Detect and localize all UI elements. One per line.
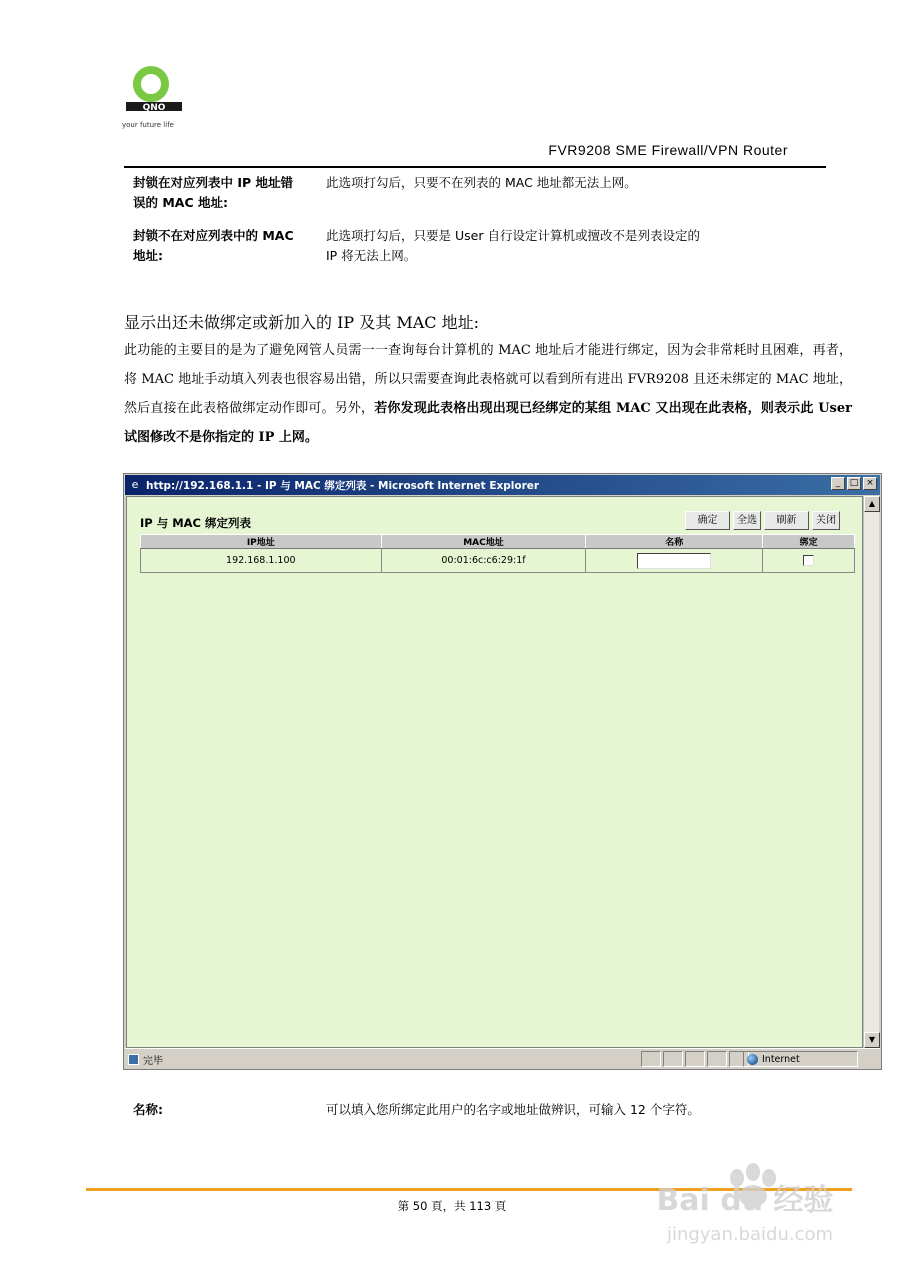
definition-term: 封锁不在对应列表中的 MAC 地址: [133,228,294,263]
svg-text:Bai du 经验: Bai du 经验 [656,1183,834,1218]
panel-title: IP 与 MAC 绑定列表 [140,516,252,530]
close-panel-button[interactable]: 关闭 [812,511,840,530]
baidu-watermark [645,1160,855,1250]
page-number: 第 50 頁，共 113 頁 [397,1199,507,1213]
action-buttons [685,511,840,530]
header-name: 名称 [586,535,763,549]
header-divider [124,166,826,168]
page-content [126,496,863,1048]
browser-window [123,473,882,1070]
status-bar [125,1048,880,1068]
cell-mac: 00:01:6c:c6:29:1f [381,549,586,573]
cell-ip: 192.168.1.100 [141,549,382,573]
logo-tagline: your future life [122,121,174,129]
cell-name [586,549,763,573]
zone-label: Internet [762,1053,800,1065]
status-cell [663,1051,683,1067]
window-title: http://192.168.1.1 - IP 与 MAC 绑定列表 - Microsoft Internet Explorer [146,479,540,492]
name-input[interactable] [637,553,711,569]
page-done-icon [128,1054,139,1065]
status-left [128,1052,163,1067]
section-body: 此功能的主要目的是为了避免网管人员需一一查询每台计算机的 MAC 地址后才能进行绑定，因为会非常耗时且困难，再者，将 MAC 地址手动填入列表也很容易出错，所以只需要查询此表格就可以看到所有进出 FVR9208 且还未绑定的 MAC 地址，然后直接在此表格做绑定动作即可。另外，若你发现此表格出现出现已经绑定的某组 MAC 又出现在此表格，则表示此 User 试图修改不是你指定的 IP 上网。 [124,343,852,445]
bind-checkbox[interactable] [803,555,814,566]
svg-text:QNO: QNO [142,103,166,113]
definition-row-not-in-list [133,226,803,266]
ie-icon: e [131,478,139,491]
definition-row-wrong-ip [133,173,803,213]
maximize-button[interactable]: □ [847,477,861,490]
window-titlebar[interactable] [125,475,880,495]
status-cell [685,1051,705,1067]
close-button[interactable]: × [863,477,877,490]
section-heading: 显示出还未做绑定或新加入的 IP 及其 MAC 地址: [124,313,480,332]
definition-desc: 此选项打勾后，只要是 User 自行设定计算机或擅改不是列表设定的 IP 将无法上网。 [326,228,700,263]
globe-icon [747,1054,758,1065]
definition-term: 封锁在对应列表中 IP 地址错 误的 MAC 地址: [133,175,294,210]
scroll-up-icon[interactable]: ▲ [864,496,880,512]
header-ip: IP地址 [141,535,382,549]
status-text: 完毕 [143,1056,163,1067]
definition-row-name [133,1100,803,1122]
svg-text:jingyan.baidu.com: jingyan.baidu.com [666,1224,834,1245]
document-title: FVR9208 SME Firewall/VPN Router [548,142,788,158]
definition-desc: 此选项打勾后，只要不在列表的 MAC 地址都无法上网。 [326,175,637,190]
refresh-button[interactable]: 刷新 [764,511,809,530]
header-mac: MAC地址 [381,535,586,549]
table-header-row [141,535,855,549]
select-all-button[interactable]: 全选 [733,511,761,530]
window-controls [831,477,877,490]
header-bind: 绑定 [763,535,855,549]
status-cell [641,1051,661,1067]
vertical-scrollbar[interactable] [863,496,879,1048]
security-zone [743,1051,858,1067]
scroll-down-icon[interactable]: ▼ [864,1032,880,1048]
cell-bind [763,549,855,573]
table-row [141,549,855,573]
definition-term: 名称: [133,1102,163,1117]
binding-table [140,534,855,573]
confirm-button[interactable]: 确定 [685,511,730,530]
status-cell [707,1051,727,1067]
definition-desc: 可以填入您所绑定此用户的名字或地址做辨识，可输入 12 个字符。 [326,1102,700,1117]
minimize-button[interactable]: _ [831,477,845,490]
